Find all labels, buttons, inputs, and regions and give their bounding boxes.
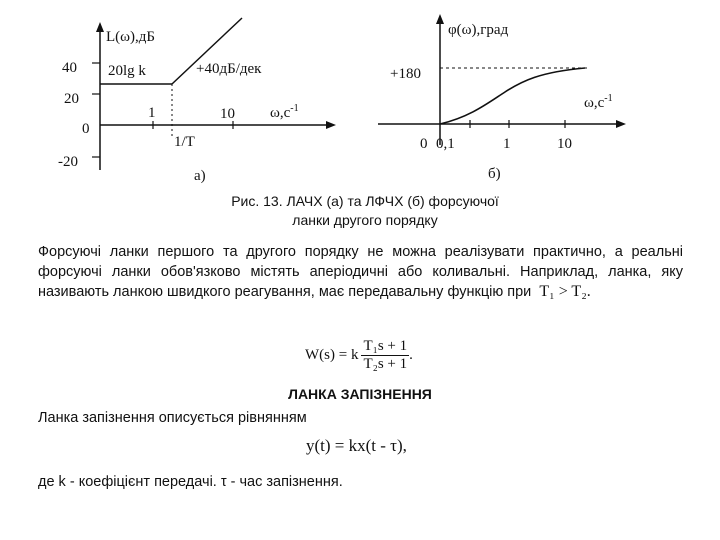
y-tick-0: 0	[82, 121, 90, 137]
x-tick-b-0: 0	[420, 136, 428, 152]
figure-b	[378, 14, 626, 182]
figure-a	[58, 18, 336, 184]
figure-svg	[0, 0, 720, 200]
y-tick-20: 20	[64, 91, 79, 107]
slope-label: +40дБ/дек	[196, 61, 262, 77]
panel-label-a: а)	[194, 168, 206, 184]
figure-b-y-arrow	[436, 14, 444, 24]
formula1-numerator: T₁s + 1	[363, 338, 408, 354]
figure-caption	[200, 192, 530, 230]
figure-area	[0, 0, 720, 200]
y-tick-minus-20: -20	[58, 154, 78, 170]
panel-label-b: б)	[488, 166, 501, 182]
figure-a-y-label: L(ω),дБ	[106, 29, 156, 45]
figure-b-x-label: $\omega,с^{-1}$	[584, 93, 613, 111]
transfer-function-formula	[305, 338, 413, 373]
x-tick-1: 1	[148, 105, 156, 121]
intro-line: Ланка запізнення описується рівнянням	[38, 410, 307, 426]
x-tick-b-1: 1	[503, 136, 511, 152]
section-heading: ЛАНКА ЗАПІЗНЕННЯ	[288, 386, 432, 402]
figure-a-x-arrow	[326, 121, 336, 129]
paragraph-condition: T₁ > T₂.	[539, 283, 591, 300]
phase-curve	[440, 68, 585, 124]
caption-line-1: Рис. 13. ЛАЧХ (а) та ЛФЧХ (б) форсуючої	[231, 193, 499, 209]
x-tick-b-10: 10	[557, 136, 572, 152]
delay-equation: y(t) = kx(t - τ),	[306, 436, 407, 455]
caption-line-2: ланки другого порядку	[292, 212, 438, 228]
explanation-line: де k - коефіцієнт передачі. τ - час запізнення.	[38, 474, 343, 490]
y-tick-180: +180	[390, 66, 421, 82]
figure-a-x-label: $\omega,с^{-1}$	[270, 103, 299, 121]
figure-b-x-arrow	[616, 120, 626, 128]
x-tick-10: 10	[220, 106, 235, 122]
x-tick-b-0-1: 0,1	[436, 136, 455, 152]
body-paragraph	[38, 242, 683, 302]
level-label: 20lg k	[108, 63, 146, 79]
formula1-denominator: T₂s + 1	[363, 356, 408, 372]
figure-b-y-label: φ(ω),град	[448, 22, 509, 38]
breakpoint-label: 1/T	[174, 134, 195, 150]
formula1-tail: .	[409, 347, 413, 363]
y-tick-40: 40	[62, 60, 77, 76]
figure-a-y-arrow	[96, 22, 104, 32]
formula1-lhs: W(s) = k	[305, 347, 359, 363]
formula1-fraction	[361, 338, 409, 373]
paragraph-text: Форсуючі ланки першого та другого порядку не можна реалізувати практично, а реальні форсуючі ланки обов'язково містять аперіодичні або коливальні. Наприклад, ланка, яку називають ланкою швидкого реагування, має передавальну функцію при	[38, 244, 683, 300]
